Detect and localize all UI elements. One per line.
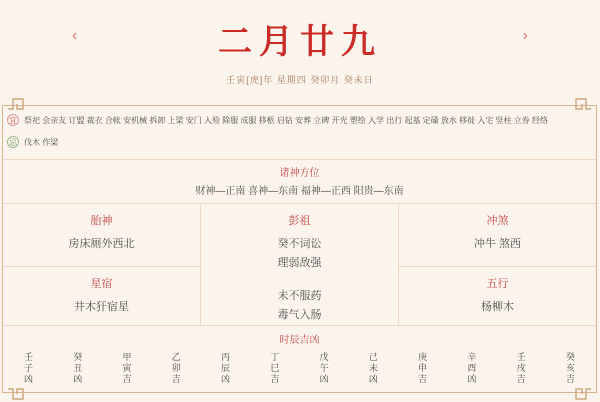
yi-items: 祭祀 会亲友 订盟 裁衣 合帐 安机械 拆卸 上梁 安门 入殓 除服 成服 移柩 启钻 安葬 立碑 开光 塑绘 入学 出行 起基 定磉 放水 移徙 入宅 竖柱 立券 经络 bbox=[24, 115, 549, 125]
corner-ornament-icon bbox=[8, 96, 26, 114]
hour-column: 乙卯吉 bbox=[171, 352, 181, 384]
left-column bbox=[3, 204, 200, 325]
attributes-grid bbox=[3, 204, 596, 326]
almanac-panel bbox=[2, 105, 597, 393]
gods-direction-cell bbox=[3, 160, 596, 204]
pengzu-cell bbox=[200, 204, 399, 325]
hour-column: 壬戌吉 bbox=[516, 352, 526, 384]
hours-title: 时辰吉凶 bbox=[279, 335, 320, 346]
hour-column: 癸丑凶 bbox=[73, 352, 83, 384]
pengzu-line: 理弱敌强 bbox=[277, 257, 322, 269]
almanac-table bbox=[3, 159, 596, 400]
gods-direction-text: 财神—正南 喜神—东南 福神—正西 阳贵—东南 bbox=[195, 186, 404, 197]
hour-column: 丁巳吉 bbox=[270, 352, 280, 384]
yi-icon: 宜 bbox=[9, 116, 17, 125]
chongsha-title: 冲煞 bbox=[486, 215, 509, 227]
hour-column: 壬子凶 bbox=[23, 352, 33, 384]
right-column bbox=[399, 204, 596, 325]
inauspicious-row bbox=[3, 136, 596, 148]
taishen-title: 胎神 bbox=[90, 215, 113, 227]
prev-day-arrow-icon[interactable]: ‹ bbox=[72, 27, 78, 44]
corner-ornament-icon bbox=[573, 384, 591, 402]
ji-icon: 忌 bbox=[9, 138, 17, 147]
wuxing-title: 五行 bbox=[486, 278, 509, 290]
ganzhi-subtitle: 壬寅[虎]年 星期四 癸卯月 癸未日 bbox=[226, 75, 374, 85]
date-header bbox=[0, 0, 600, 105]
lunar-date-title: 二月廿九 bbox=[218, 24, 382, 61]
taishen-text: 房床厕外西北 bbox=[68, 238, 135, 250]
next-day-arrow-icon[interactable]: › bbox=[522, 27, 528, 44]
hour-column: 己未凶 bbox=[368, 352, 378, 384]
corner-ornament-icon bbox=[8, 384, 26, 402]
hour-column: 庚申吉 bbox=[418, 352, 428, 384]
wuxing-cell bbox=[399, 267, 596, 314]
hour-column: 癸亥吉 bbox=[565, 352, 575, 384]
pengzu-title: 彭祖 bbox=[288, 215, 311, 227]
wuxing-text: 杨柳木 bbox=[481, 301, 514, 313]
chongsha-cell bbox=[399, 204, 596, 267]
hours-list bbox=[3, 346, 596, 385]
ji-items: 伐木 作梁 bbox=[24, 137, 59, 147]
hour-column: 戊午凶 bbox=[319, 352, 329, 384]
pengzu-line: 未不服药 bbox=[277, 290, 322, 302]
chongsha-text: 冲牛 煞西 bbox=[473, 238, 522, 250]
auspicious-row bbox=[3, 114, 596, 126]
gods-direction-title: 诸神方位 bbox=[279, 168, 320, 179]
xingxiu-title: 星宿 bbox=[90, 278, 113, 290]
hour-column: 丙辰凶 bbox=[221, 352, 231, 384]
corner-ornament-icon bbox=[573, 96, 591, 114]
hour-column: 甲寅吉 bbox=[122, 352, 132, 384]
xingxiu-cell bbox=[3, 267, 200, 314]
hour-column: 辛酉凶 bbox=[467, 352, 477, 384]
pengzu-line: 癸不词讼 bbox=[277, 238, 322, 250]
xingxiu-text: 井木犴宿星 bbox=[74, 301, 129, 313]
hours-section bbox=[3, 326, 596, 400]
pengzu-line: 毒气入肠 bbox=[277, 309, 322, 321]
taishen-cell bbox=[3, 204, 200, 267]
